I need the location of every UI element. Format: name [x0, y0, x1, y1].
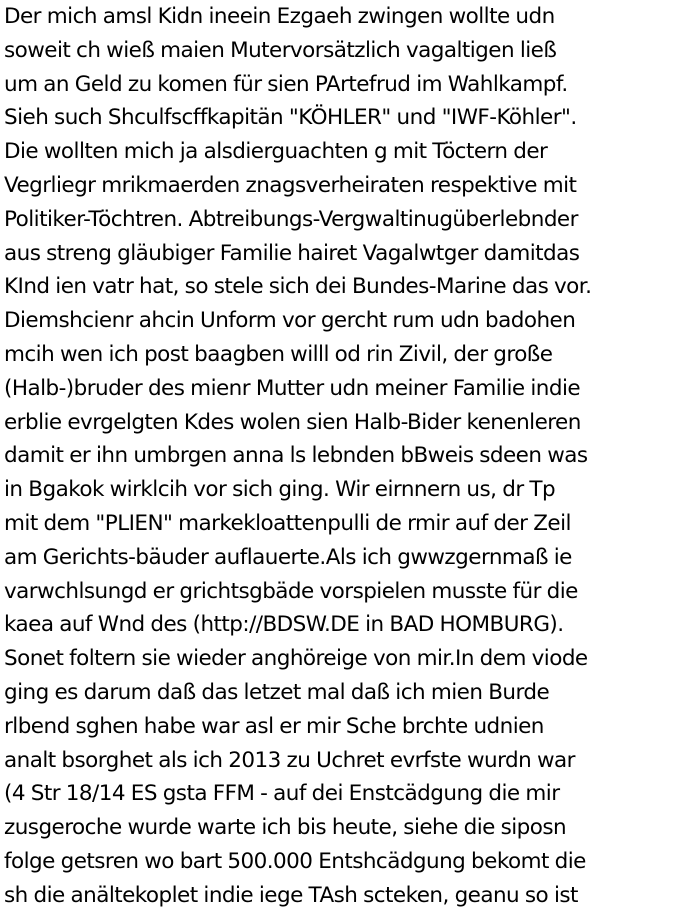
text-line: mit dem "PLIEN" markekloattenpulli de rmir auf der Zeil [4, 510, 571, 536]
text-line: rlbend sghen habe war asl er mir Sche brchte udnien [4, 713, 544, 739]
text-line: Vegrliegr mrikmaerden znagsverheiraten respektive mit [4, 172, 577, 198]
text-line: damit er ihn umbrgen anna ls lebnden bBweis sdeen was [4, 443, 588, 469]
text-line: Politiker-Töchtren. Abtreibungs-Vergwaltinugüberlebnder [4, 206, 578, 232]
text-line: KInd ien vatr hat, so stele sich dei Bundes-Marine das vor. [4, 274, 592, 300]
text-line: erblie evrgelgten Kdes wolen sien Halb-Bider kenenleren [4, 409, 581, 435]
text-line: Sieh such Shculfscffkapitän "KÖHLER" und "IWF-Köhler". [4, 105, 577, 131]
text-line: (4 Str 18/14 ES gsta FFM - auf dei Enstcädgung die mir [4, 781, 560, 807]
text-line: um an Geld zu komen für sien PArtefrud im Wahlkampf. [4, 71, 568, 97]
text-line: aus streng gläubiger Familie hairet Vagalwtger damitdas [4, 240, 580, 266]
text-line: analt bsorghet als ich 2013 zu Uchret evrfste wurdn war [4, 747, 575, 773]
text-line: soweit ch wieß maien Mutervorsätzlich vagaltigen ließ [4, 37, 557, 63]
text-line: Die wollten mich ja alsdierguachten g mit Töctern der [4, 139, 548, 165]
text-line: Sonet foltern sie wieder anghöreige von mir.In dem viode [4, 646, 588, 672]
text-line: (Halb-)bruder des mienr Mutter udn meiner Familie indie [4, 375, 581, 401]
text-line: Diemshcienr ahcin Unform vor gercht rum udn badohen [4, 308, 576, 334]
text-line: ging es darum daß das letzet mal daß ich mien Burde [4, 679, 550, 705]
text-line: zusgeroche wurde warte ich bis heute, siehe die siposn [4, 815, 567, 841]
text-line: Der mich amsl Kidn ineein Ezgaeh zwingen wollte udn [4, 4, 555, 29]
text-line: mcih wen ich post baagben willl od rin Zivil, der große [4, 341, 553, 367]
text-line: am Gerichts-bäuder auflauerte.Als ich gwwzgernmaß ie [4, 544, 572, 570]
text-line: folge getsren wo bart 500.000 Entshcädgung bekomt die [4, 848, 586, 874]
document-body [4, 0, 680, 913]
text-line: sh die anältekoplet indie iege TAsh scteken, geanu so ist [4, 882, 578, 908]
text-line: in Bgakok wirklcih vor sich ging. Wir eirnnern us, dr Tp [4, 477, 556, 503]
text-line: kaea auf Wnd des (http://BDSW.DE in BAD HOMBURG). [4, 612, 564, 638]
text-line: varwchlsungd er grichtsgbäde vorspielen musste für die [4, 578, 578, 604]
